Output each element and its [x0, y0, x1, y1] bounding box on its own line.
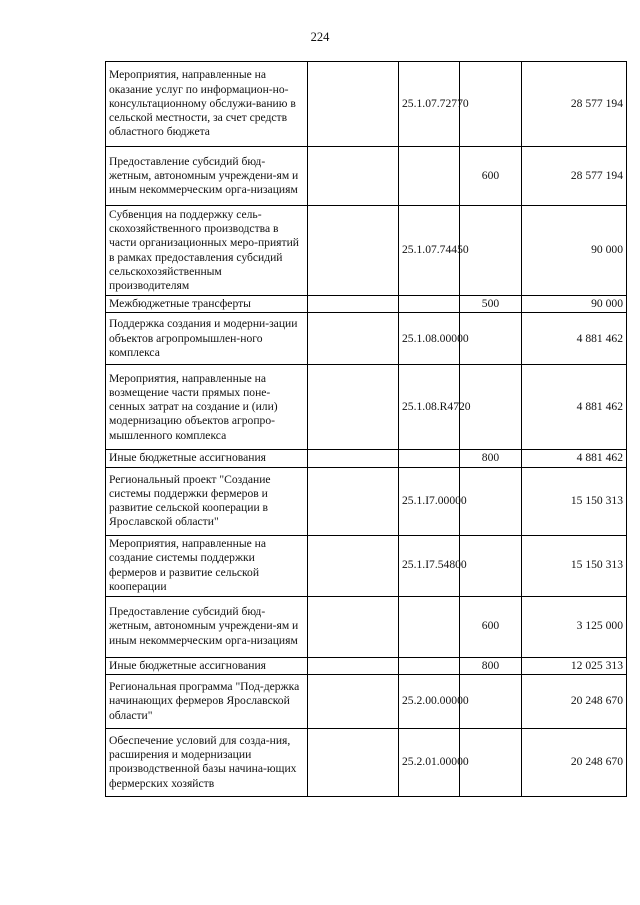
- table-row: [106, 467, 627, 535]
- row-sum: 3 125 000: [522, 596, 627, 657]
- table-row: [106, 674, 627, 728]
- row-sum: 12 025 313: [522, 657, 627, 674]
- row-name: Региональная программа "Под-держка начинающих фермеров Ярославской области": [106, 674, 308, 728]
- empty-cell: [308, 296, 399, 313]
- budget-table: [105, 61, 627, 797]
- row-code: 25.1.08.R4720: [399, 365, 460, 450]
- table-row: [106, 657, 627, 674]
- empty-cell: [308, 62, 399, 147]
- row-sum: 4 881 462: [522, 365, 627, 450]
- table-row: [106, 313, 627, 365]
- empty-cell: [308, 450, 399, 467]
- row-name: Предоставление субсидий бюд-жетным, автономным учреждени-ям и иным некоммерческим орга-низациям: [106, 596, 308, 657]
- table-row: [106, 296, 627, 313]
- table-row: [106, 728, 627, 796]
- empty-cell: [308, 535, 399, 596]
- row-sum: 4 881 462: [522, 450, 627, 467]
- row-code: 25.1.07.72770: [399, 62, 460, 147]
- row-name: Иные бюджетные ассигнования: [106, 450, 308, 467]
- row-sum: 90 000: [522, 206, 627, 296]
- empty-cell: [308, 206, 399, 296]
- table-row: [106, 365, 627, 450]
- row-code: 25.1.07.74450: [399, 206, 460, 296]
- row-name: Мероприятия, направленные на оказание услуг по информацион-но-консультационному обслужи-ванию в сельской местности, за счет средств областного бюджета: [106, 62, 308, 147]
- empty-cell: [308, 467, 399, 535]
- empty-cell: [308, 657, 399, 674]
- empty-cell: [308, 313, 399, 365]
- row-name: Предоставление субсидий бюд-жетным, автономным учреждени-ям и иным некоммерческим орга-низациям: [106, 147, 308, 206]
- row-name: Межбюджетные трансферты: [106, 296, 308, 313]
- row-type: 800: [460, 450, 522, 467]
- row-code: [399, 296, 460, 313]
- row-sum: 15 150 313: [522, 535, 627, 596]
- row-code: 25.1.I7.54800: [399, 535, 460, 596]
- row-type: 600: [460, 147, 522, 206]
- empty-cell: [308, 674, 399, 728]
- page-number: 224: [310, 30, 330, 44]
- table-row: [106, 62, 627, 147]
- row-code: 25.1.08.00000: [399, 313, 460, 365]
- table-row: [106, 596, 627, 657]
- table-row: [106, 450, 627, 467]
- row-name: Поддержка создания и модерни-зации объектов агропромышлен-ного комплекса: [106, 313, 308, 365]
- row-name: Субвенция на поддержку сель-скохозяйственного производства в части организационных меро-приятий в рамках предоставления субсидий сельскохозяйственным производителям: [106, 206, 308, 296]
- row-type: 600: [460, 596, 522, 657]
- empty-cell: [308, 365, 399, 450]
- row-name: Иные бюджетные ассигнования: [106, 657, 308, 674]
- row-code: 25.1.I7.00000: [399, 467, 460, 535]
- row-type: 800: [460, 657, 522, 674]
- row-sum: 28 577 194: [522, 62, 627, 147]
- empty-cell: [308, 147, 399, 206]
- row-code: 25.2.01.00000: [399, 728, 460, 796]
- row-code: [399, 596, 460, 657]
- row-name: Мероприятия, направленные на возмещение части прямых поне-сенных затрат на создание и (или) модернизацию объектов агропро-мышленного комплекса: [106, 365, 308, 450]
- table-row: [106, 147, 627, 206]
- row-name: Региональный проект "Создание системы поддержки фермеров и развитие сельской кооперации в Ярославской области": [106, 467, 308, 535]
- row-code: [399, 657, 460, 674]
- row-code: 25.2.00.00000: [399, 674, 460, 728]
- table-row: [106, 206, 627, 296]
- row-sum: 4 881 462: [522, 313, 627, 365]
- row-name: Обеспечение условий для созда-ния, расширения и модернизации производственной базы начина-ющих фермерских хозяйств: [106, 728, 308, 796]
- empty-cell: [308, 728, 399, 796]
- row-type: [460, 467, 522, 535]
- row-sum: 20 248 670: [522, 728, 627, 796]
- table-row: [106, 535, 627, 596]
- empty-cell: [308, 596, 399, 657]
- row-sum: 15 150 313: [522, 467, 627, 535]
- row-sum: 90 000: [522, 296, 627, 313]
- row-code: [399, 450, 460, 467]
- row-code: [399, 147, 460, 206]
- row-sum: 28 577 194: [522, 147, 627, 206]
- row-type: [460, 535, 522, 596]
- row-type: 500: [460, 296, 522, 313]
- row-name: Мероприятия, направленные на создание системы поддержки фермеров и развитие сельской кооперации: [106, 535, 308, 596]
- row-sum: 20 248 670: [522, 674, 627, 728]
